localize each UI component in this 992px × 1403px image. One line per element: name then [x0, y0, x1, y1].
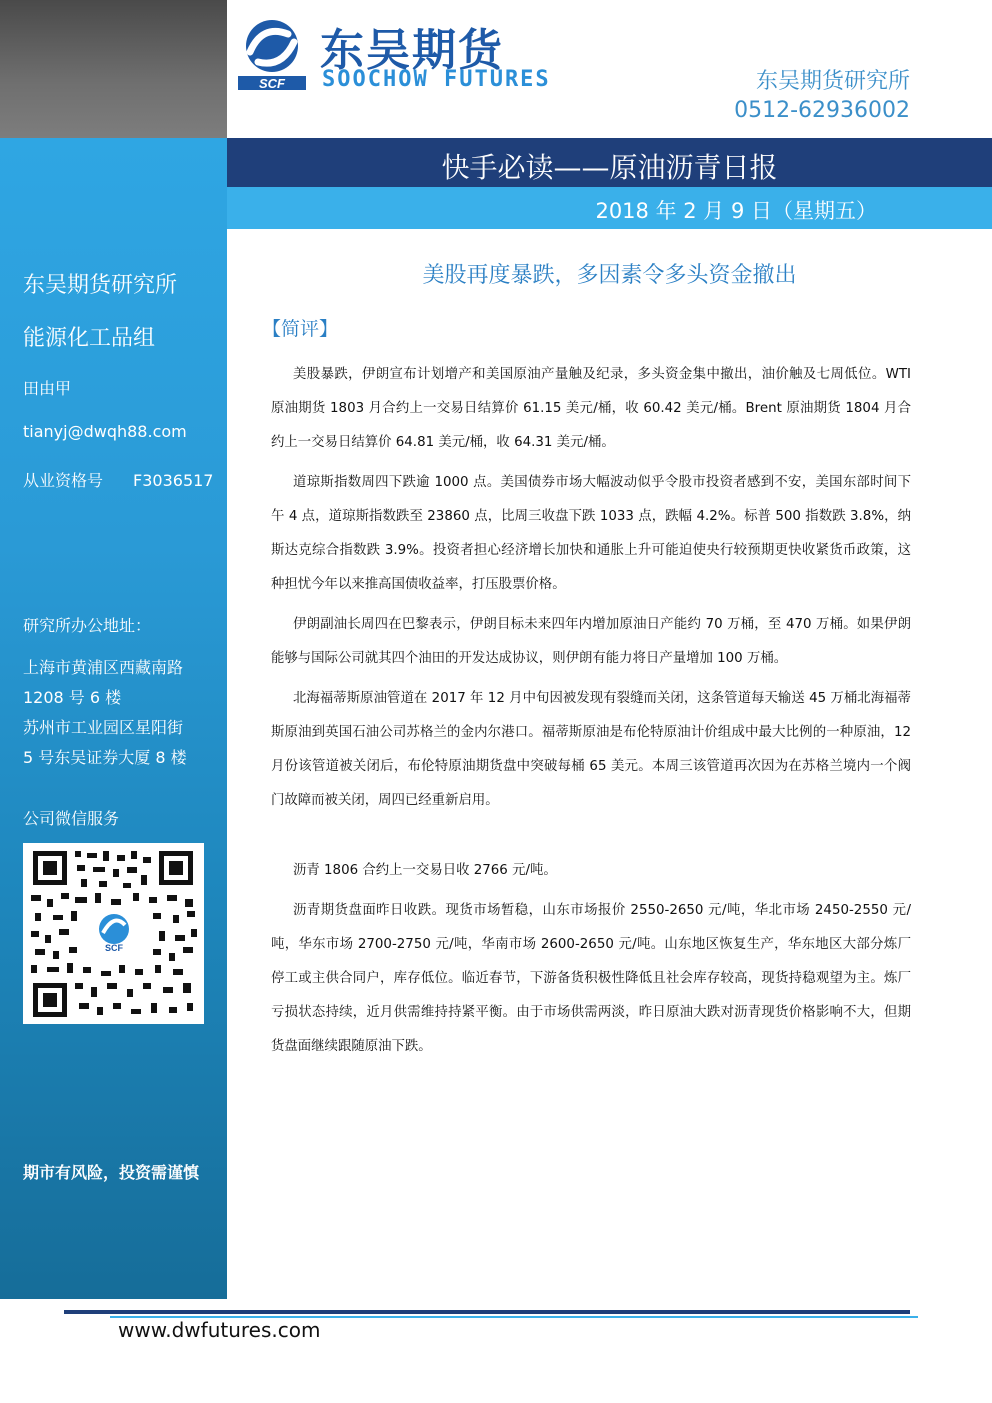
paragraph: 北海福蒂斯原油管道在 2017 年 12 月中旬因被发现有裂缝而关闭，这条管道每天输送 45 万桶北海福蒂斯原油到英国石油公司苏格兰的金内尔港口。福蒂斯原油是布伦特原油计价组成中最大比例的一种原油，12 月份该管道被关闭后，布伦特原油期货盘中突破每桶 65 美元。本周三该管道再次因为在苏格兰境内一个阀门故障而被关闭，周四已经重新启用。 — [271, 691, 911, 808]
company-logo — [236, 14, 566, 94]
sidebar-top-panel — [0, 0, 227, 138]
address-line: 上海市黄浦区西藏南路 — [23, 658, 184, 677]
title-bar — [227, 138, 992, 187]
headline: 美股再度暴跌，多因素令多头资金撤出 — [422, 263, 797, 288]
author-email: tianyj@dwqh88.com — [23, 422, 187, 441]
address-line: 苏州市工业园区星阳街 — [23, 718, 184, 737]
risk-notice: 期市有风险，投资需谨慎 — [23, 1163, 200, 1182]
wechat-qr-code — [23, 843, 204, 1024]
section-label: 【简评】 — [262, 318, 339, 340]
author-name: 田由甲 — [23, 379, 72, 398]
paragraph: 伊朗副油长周四在巴黎表示，伊朗目标未来四年内增加原油日产能约 70 万桶，至 470 万桶。如果伊朗能够与国际公司就其四个油田的开发达成协议，则伊朗有能力将日产量增加 100 万桶。 — [271, 617, 911, 666]
report-body — [271, 358, 911, 1070]
address-title: 研究所办公地址： — [23, 616, 152, 635]
paragraph: 沥青 1806 合约上一交易日收 2766 元/吨。 — [293, 863, 557, 878]
cert-label: 从业资格号 — [23, 471, 104, 490]
report-title: 快手必读——原油沥青日报 — [441, 151, 778, 184]
paragraph: 道琼斯指数周四下跌逾 1000 点。美国债券市场大幅波动似乎令股市投资者感到不安，美国东部时间下午 4 点，道琼斯指数跌至 23860 点，比周三收盘下跌 1033 点，跌幅 4.2%。标普 500 指数跌 3.8%，纳斯达克综合指数跌 3.9%。投资者担心经济增长加快和通胀上升可能迫使央行较预期更快收紧货币政策，这种担忧今年以来推高国债收益率，打压股票价格。 — [271, 475, 911, 592]
svg-text:SCF: SCF — [105, 943, 123, 953]
brand-name-cn: 东吴期货 — [320, 25, 504, 76]
website-link[interactable]: www.dwfutures.com — [118, 1318, 321, 1342]
scf-logo-icon — [236, 18, 308, 92]
svg-text:SCF: SCF — [259, 76, 285, 91]
sidebar-org: 东吴期货研究所 — [23, 273, 178, 298]
header-phone: 0512-62936002 — [734, 98, 910, 123]
header-org: 东吴期货研究所 — [755, 69, 910, 94]
brand-name-en: SOOCHOW FUTURES — [322, 67, 551, 92]
qr-code-icon — [23, 843, 204, 1024]
sidebar-group: 能源化工品组 — [23, 326, 156, 351]
sidebar — [0, 138, 227, 1299]
wechat-label: 公司微信服务 — [23, 809, 120, 828]
footer-divider — [64, 1310, 910, 1314]
paragraph: 美股暴跌，伊朗宣布计划增产和美国原油产量触及纪录，多头资金集中撤出，油价触及七周低位。WTI 原油期货 1803 月合约上一交易日结算价 61.15 美元/桶，收 60.42 美元/桶。Brent 原油期货 1804 月合约上一交易日结算价 64.81 美元/桶，收 64.31 美元/桶。 — [271, 367, 911, 450]
cert-number: F3036517 — [133, 471, 214, 490]
date-bar — [227, 187, 992, 229]
address-line: 5 号东吴证券大厦 8 楼 — [23, 748, 187, 767]
paragraph-spacer — [271, 824, 911, 854]
report-date: 2018 年 2 月 9 日（星期五） — [595, 199, 877, 223]
paragraph: 沥青期货盘面昨日收跌。现货市场暂稳，山东市场报价 2550-2650 元/吨，华北市场 2450-2550 元/吨，华东市场 2700-2750 元/吨，华南市场 2600-2650 元/吨。山东地区恢复生产，华东地区大部分炼厂停工或主供合同户，库存低位。临近春节，下游备货积极性降低且社会库存较高，现货持稳观望为主。炼厂亏损状态持续，近月供需维持持紧平衡。由于市场供需两淡，昨日原油大跌对沥青现货价格影响不大，但期货盘面继续跟随原油下跌。 — [271, 903, 911, 1054]
certification — [23, 468, 213, 491]
address-line: 1208 号 6 楼 — [23, 688, 122, 707]
